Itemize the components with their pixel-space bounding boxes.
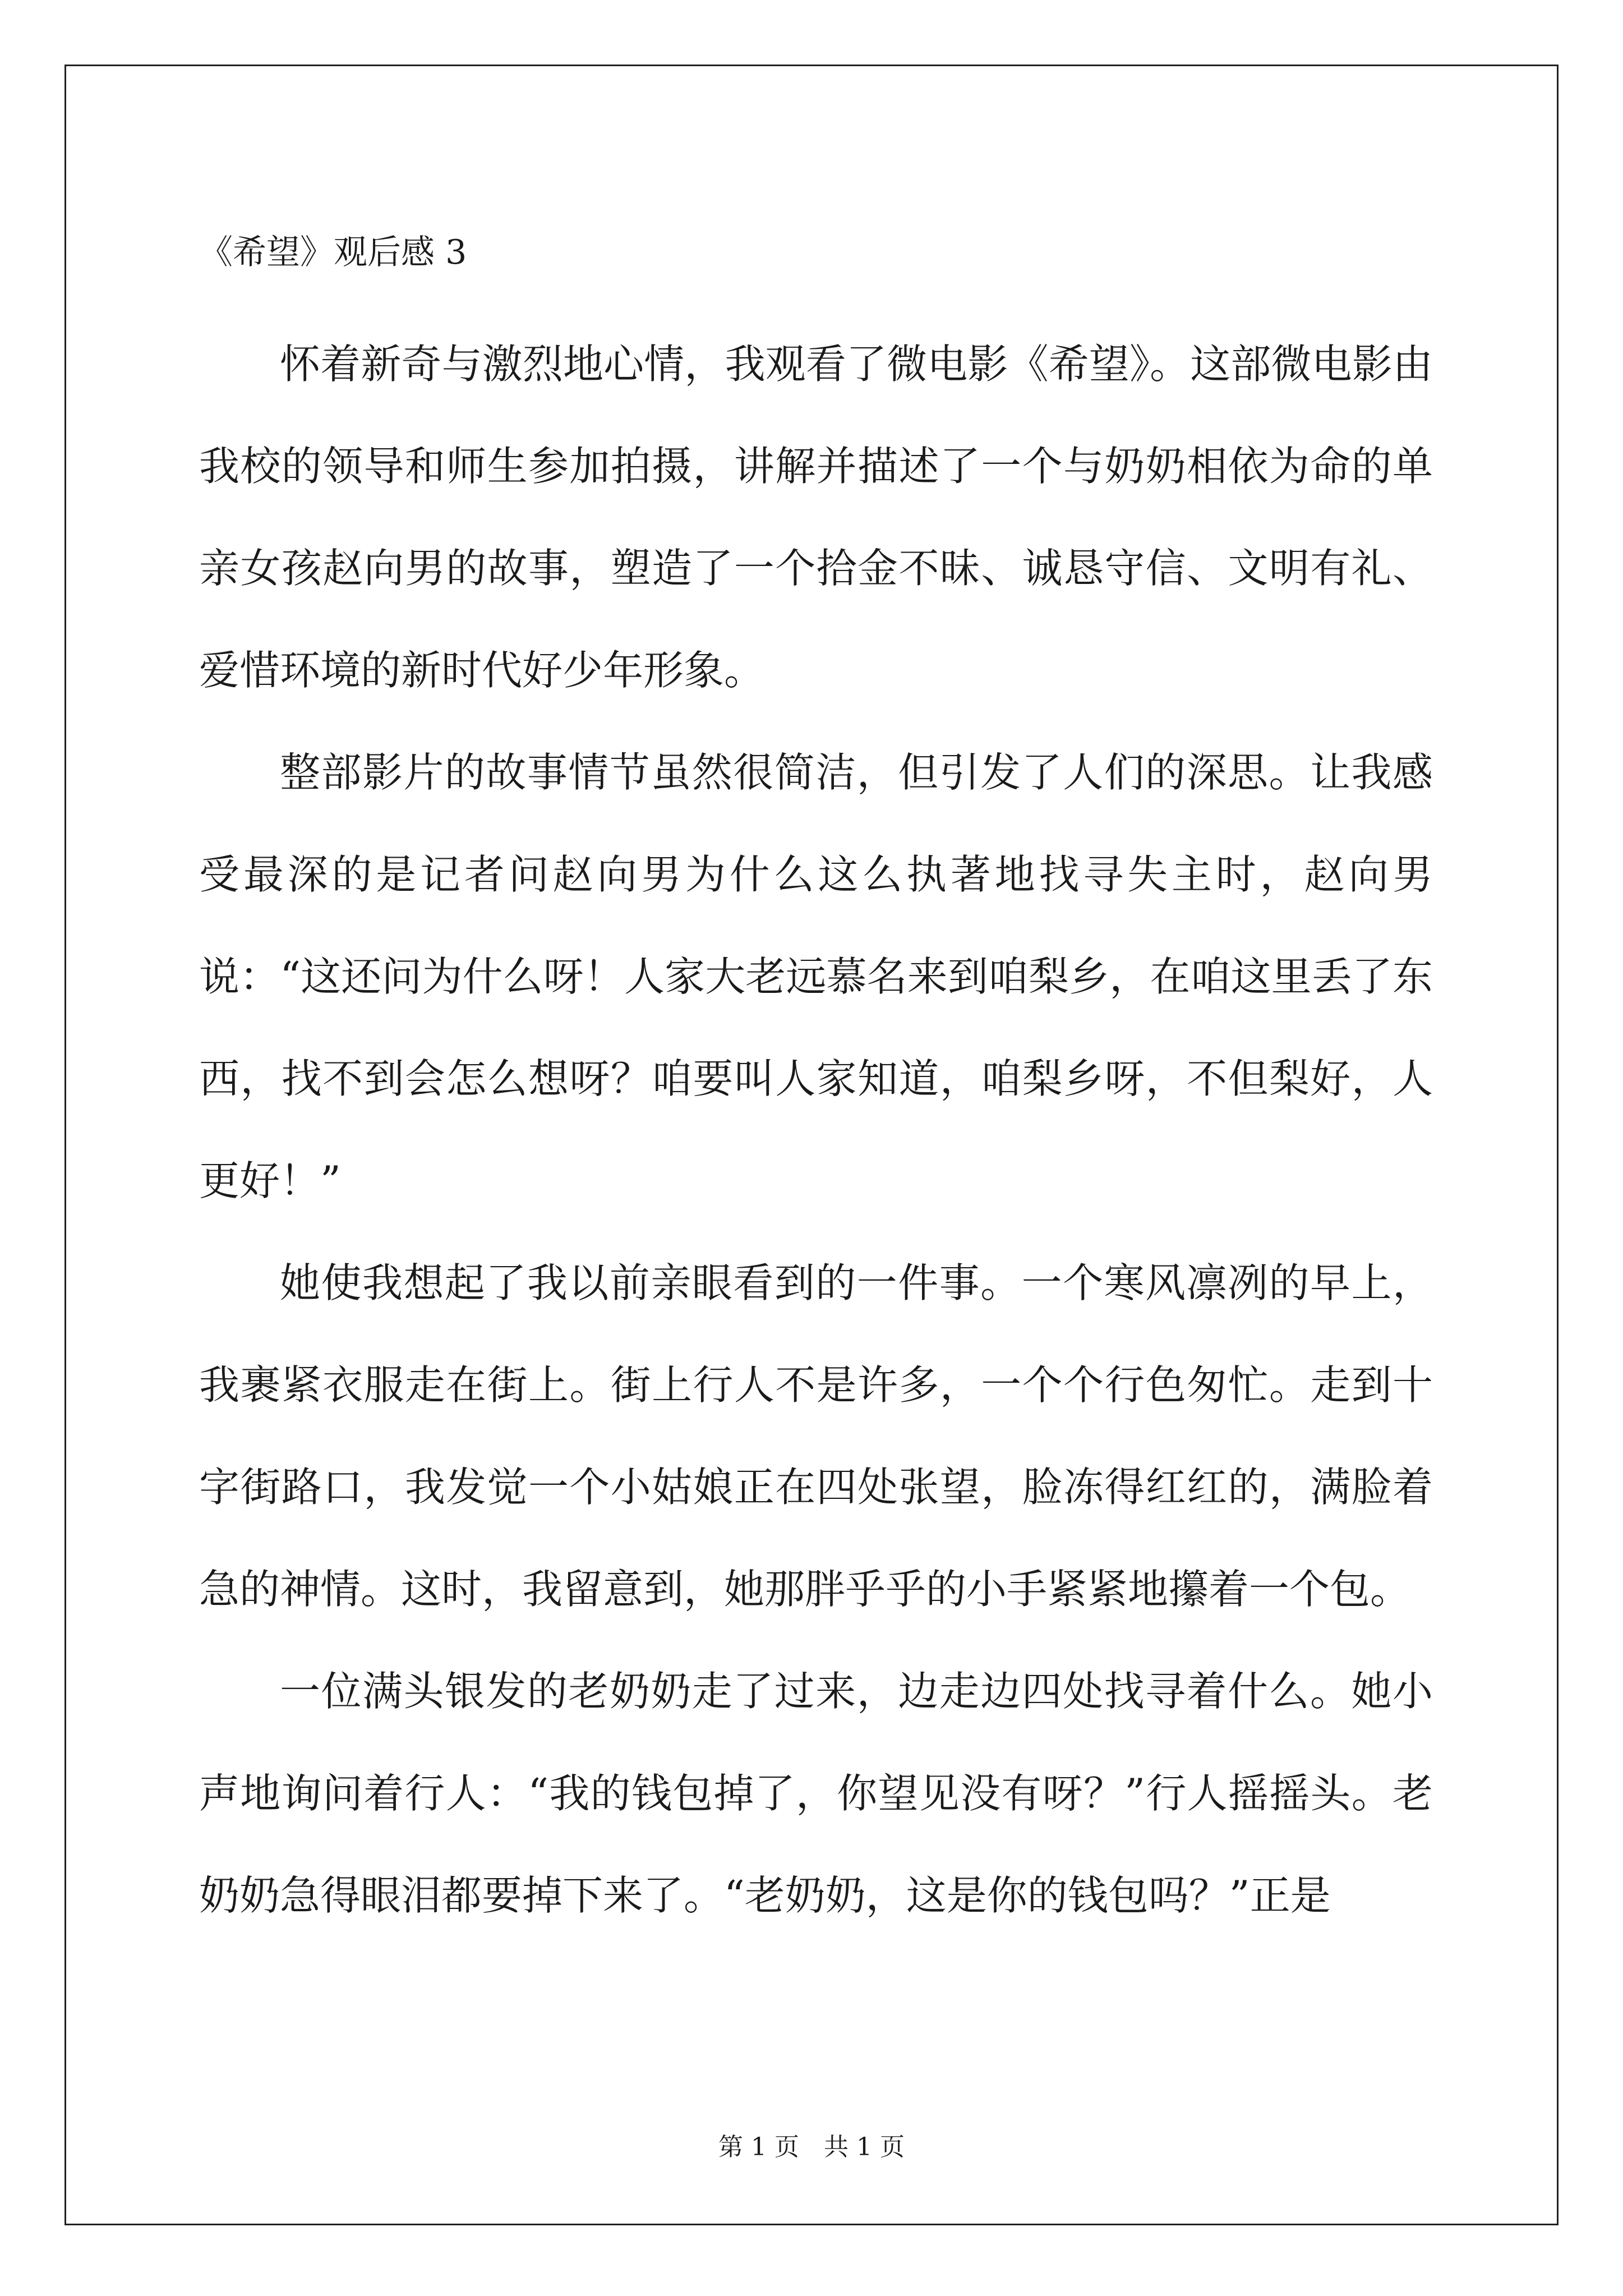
document-body [199, 222, 1433, 1947]
paragraph-3: 她使我想起了我以前亲眼看到的一件事。一个寒风凛冽的早上，我裹紧衣服走在街上。街上行人不是许多，一个个行色匆忙。走到十字街路口，我发觉一个小姑娘正在四处张望，脸冻得红红的，满脸着急的神情。这时，我留意到，她那胖乎乎的小手紧紧地攥着一个包。 [199, 1259, 1433, 1613]
paragraph-4: 一位满头银发的老奶奶走了过来，边走边四处找寻着什么。她小声地询问着行人：“我的钱包掉了，你望见没有呀？”行人摇摇头。老奶奶急得眼泪都要掉下来了。“老奶奶，这是你的钱包吗？”正是 [199, 1668, 1433, 1919]
page-footer [0, 2131, 1623, 2164]
document-title: 《希望》观后感 3 [199, 233, 467, 272]
paragraph-1: 怀着新奇与激烈地心情，我观看了微电影《希望》。这部微电影由我校的领导和师生参加拍摄，讲解并描述了一个与奶奶相依为命的单亲女孩赵向男的故事，塑造了一个拾金不昧、诚恳守信、文明有礼、爱惜环境的新时代好少年形象。 [199, 341, 1433, 694]
page-number: 第 1 页 [718, 2133, 799, 2161]
page-total: 共 1 页 [824, 2133, 905, 2161]
paragraph-2: 整部影片的故事情节虽然很简洁，但引发了人们的深思。让我感受最深的是记者问赵向男为什么这么执著地找寻失主时，赵向男说：“这还问为什么呀！人家大老远慕名来到咱梨乡，在咱这里丢了东西，找不到会怎么想呀？咱要叫人家知道，咱梨乡呀，不但梨好，人更好！” [199, 749, 1433, 1204]
